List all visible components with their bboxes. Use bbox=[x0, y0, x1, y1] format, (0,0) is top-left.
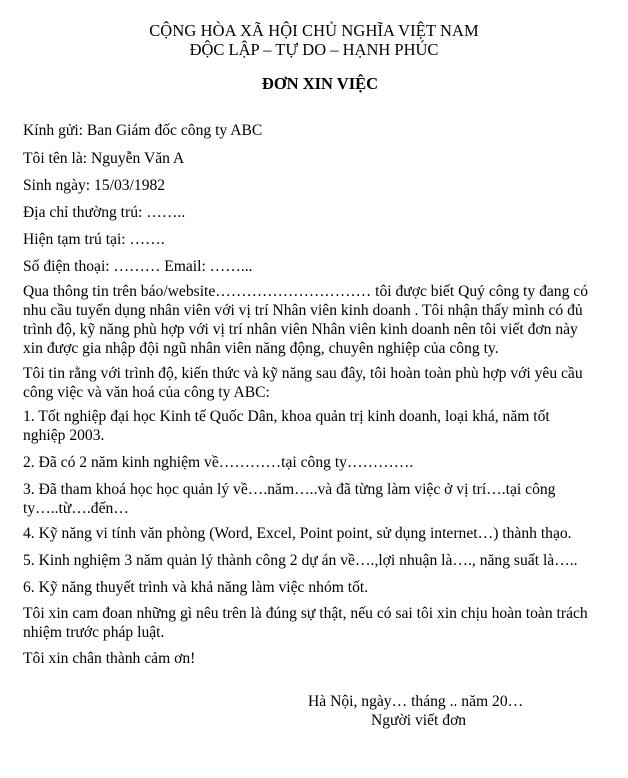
document-title: ĐƠN XIN VIỆC bbox=[261, 74, 379, 93]
intro-paragraph: Qua thông tin trên báo/website………………………… tôi được biết Quý công ty đang có nhu cầu tuyển dụng nhân viên với vị trí Nhân viên kinh doanh . Tôi nhận thấy mình có đủ trình độ, kỹ năng phù hợp với vị trí nhân viên Nhân viên kinh doanh nên tôi viết đơn này xin được gia nhập đội ngũ nhân viên năng động, chuyên nghiệp của công ty. bbox=[23, 283, 588, 357]
commitment-paragraph: Tôi xin cam đoan những gì nêu trên là đúng sự thật, nếu có sai tôi xin chịu hoàn toàn trách nhiệm trước pháp luật. bbox=[23, 605, 588, 641]
thanks-line: Tôi xin chân thành cảm ơn! bbox=[23, 650, 196, 667]
national-motto: ĐỘC LẬP – TỰ DO – HẠNH PHÚC bbox=[189, 40, 439, 59]
name-line: Tôi tên là: Nguyễn Văn A bbox=[23, 150, 185, 167]
permanent-address-line: Địa chỉ thường trú: …….. bbox=[23, 204, 186, 221]
signature-place-date: Hà Nội, ngày… tháng .. năm 20… bbox=[308, 693, 524, 710]
qualification-item-5: 5. Kinh nghiệm 3 năm quản lý thành công 2 dự án về….,lợi nhuận là…., năng suất là….. bbox=[23, 552, 578, 569]
recipient-line: Kính gửi: Ban Giám đốc công ty ABC bbox=[23, 122, 263, 139]
dob-line: Sinh ngày: 15/03/1982 bbox=[23, 177, 166, 194]
qualification-item-1: 1. Tốt nghiệp đại học Kinh tế Quốc Dân, khoa quản trị kinh doanh, loại khá, năm tốt nghiệp 2003. bbox=[23, 408, 550, 444]
signature-label: Người viết đơn bbox=[371, 712, 467, 729]
qualification-item-4: 4. Kỹ năng vi tính văn phòng (Word, Excel, Point point, sử dụng internet…) thành thạo. bbox=[23, 525, 572, 542]
qualification-item-6: 6. Kỹ năng thuyết trình và khả năng làm việc nhóm tốt. bbox=[23, 579, 369, 596]
qualification-item-2: 2. Đã có 2 năm kinh nghiệm về…………tại công ty…………. bbox=[23, 454, 414, 471]
national-title: CỘNG HÒA XÃ HỘI CHỦ NGHĨA VIỆT NAM bbox=[149, 21, 479, 40]
contact-line: Số điện thoại: ……… Email: ……... bbox=[23, 258, 253, 275]
belief-paragraph: Tôi tin rằng với trình độ, kiến thức và kỹ năng sau đây, tôi hoàn toàn phù hợp với yêu cầu công việc và văn hoá của công ty ABC: bbox=[23, 365, 583, 401]
qualification-item-3: 3. Đã tham khoá học học quản lý về….năm…..và đã từng làm việc ở vị trí….tại công ty…..từ….đến… bbox=[23, 481, 556, 517]
temporary-address-line: Hiện tạm trú tại: ……. bbox=[23, 231, 165, 248]
